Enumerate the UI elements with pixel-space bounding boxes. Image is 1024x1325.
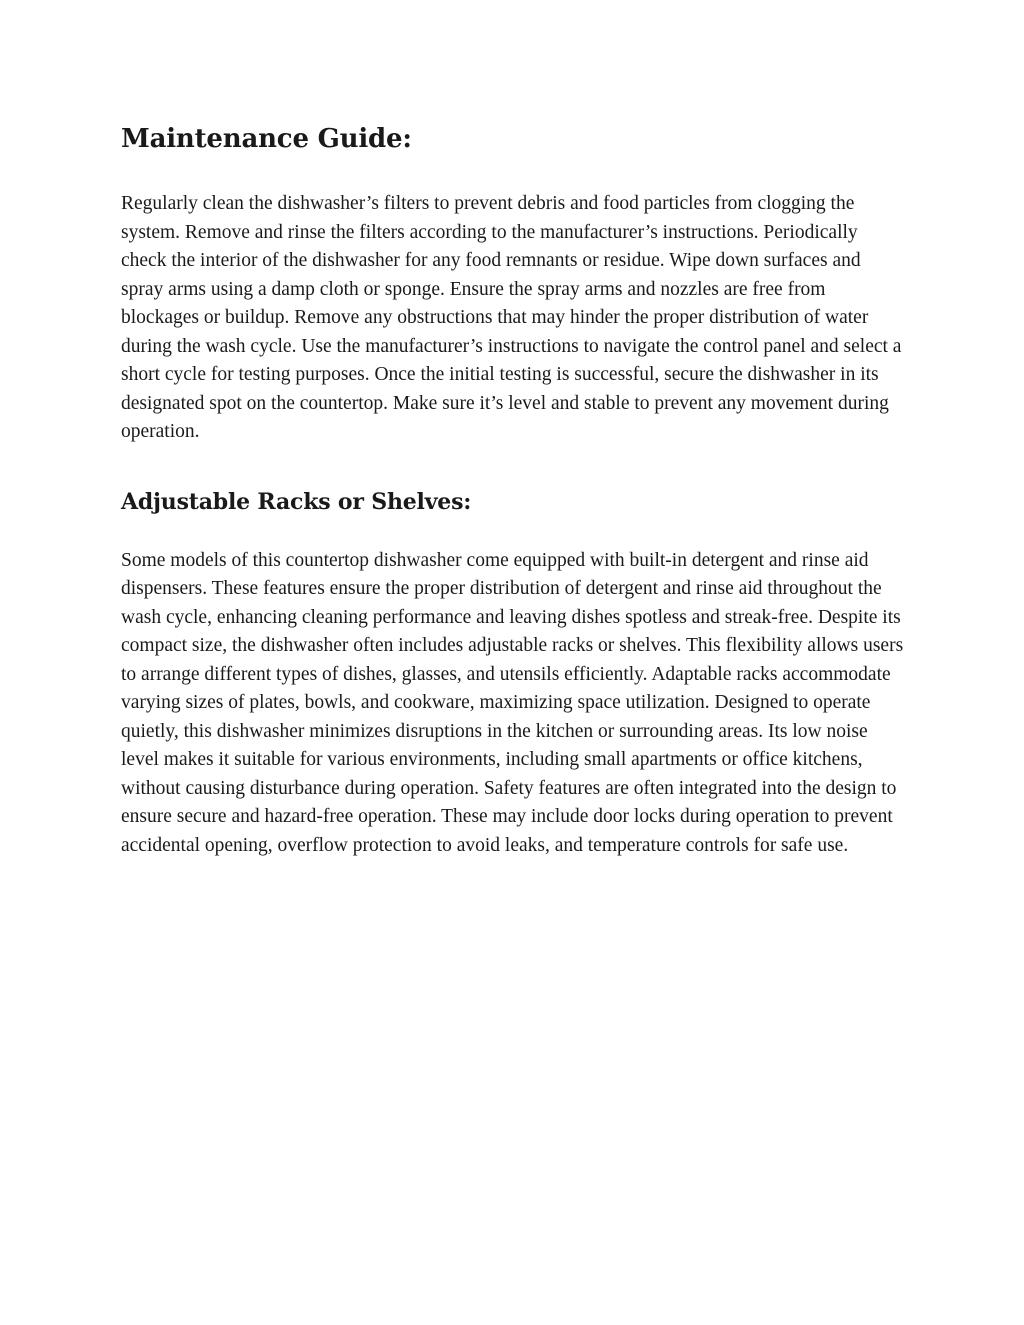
adjustable-racks-heading: Adjustable Racks or Shelves: xyxy=(121,488,472,515)
maintenance-guide-heading: Maintenance Guide: xyxy=(121,124,412,154)
adjustable-racks-paragraph: Some models of this countertop dishwasher come equipped with built-in detergent and rinse aid dispensers. These features ensure the proper distribution of detergent and rinse aid throughout the wash cycle, enhancing cleaning performance and leaving dishes spotless and streak-free. Despite its compact size, the dishwasher often includes adjustable racks or shelves. This flexibility allows users to arrange different types of dishes, glasses, and utensils efficiently. Adaptable racks accommodate varying sizes of plates, bowls, and cookware, maximizing space utilization. Designed to operate quietly, this dishwasher minimizes disruptions in the kitchen or surrounding areas. Its low noise level makes it suitable for various environments, including small apartments or office kitchens, without causing disturbance during operation. Safety features are often integrated into the design to ensure secure and hazard-free operation. These may include door locks during operation to prevent accidental opening, overflow protection to avoid leaks, and temperature controls for safe use. xyxy=(121,549,904,856)
maintenance-guide-paragraph: Regularly clean the dishwasher’s filters to prevent debris and food particles from clogging the system. Remove and rinse the filters according to the manufacturer’s instructions. Periodically check the interior of the dishwasher for any food remnants or residue. Wipe down surfaces and spray arms using a damp cloth or sponge. Ensure the spray arms and nozzles are free from blockages or buildup. Remove any obstructions that may hinder the proper distribution of water during the wash cycle. Use the manufacturer’s instructions to navigate the control panel and select a short cycle for testing purposes. Once the initial testing is successful, secure the dishwasher in its designated spot on the countertop. Make sure it’s level and stable to prevent any movement during operation. xyxy=(121,193,902,442)
document-content xyxy=(121,118,905,860)
